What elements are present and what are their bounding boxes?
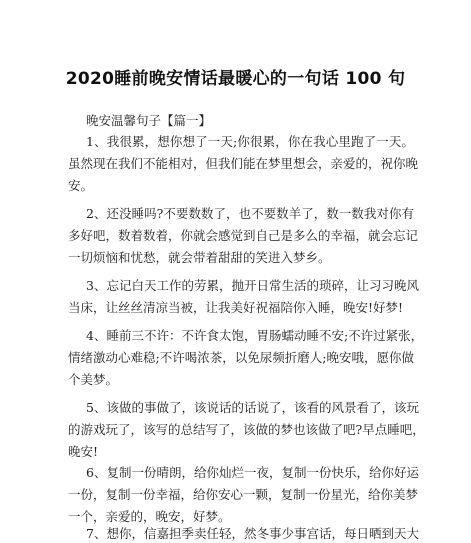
paragraph-5-line-1: 5、该做的事做了，该说话的话说了，该看的风景看了，该玩	[86, 400, 419, 415]
paragraph-4-line-1: 4、睡前三不许：不许食太饱，胃肠蠕动睡不安;不许过紧张，	[86, 328, 424, 343]
paragraph-4-line-3: 个美梦。	[68, 372, 119, 387]
paragraph-1-line-3: 安。	[68, 178, 94, 193]
paragraph-5-line-2: 的游戏玩了，该写的总结写了，该做的梦也该做了吧?早点睡吧，	[68, 422, 425, 437]
paragraph-5-line-3: 晚安!	[68, 444, 99, 459]
document-title: 2020睡前晚安情话最暖心的一句话 100 句	[65, 69, 406, 89]
paragraph-2-line-3: 一切烦恼和忧愁，就会带着甜甜的笑进入梦乡。	[68, 250, 331, 265]
paragraph-1-line-1: 1、我很累，想你想了一天;你很累，你在我心里跑了一天。	[86, 134, 414, 149]
paragraph-6-line-3: 一个，亲爱的，晚安，好梦。	[68, 509, 231, 524]
paragraph-3-line-2: 当床，让丝丝清凉当被，让我美好祝福陪你入睡，晚安!好梦!	[68, 300, 404, 315]
paragraph-6-line-2: 一份，复制一份幸福，给你安心一颗，复制一份星光，给你美梦	[68, 487, 419, 502]
paragraph-6-line-1: 6、复制一份晴朗，给你灿烂一夜，复制一份快乐，给你好运	[86, 465, 419, 480]
paragraph-7-line-1: 7、想你，信嘉担季卖任轻，然冬事少事宫话，每日晒到天大	[86, 526, 419, 541]
paragraph-2-line-2: 多好吧，数着数着，你就会感觉到自己是多么的幸福，就会忘记	[68, 228, 419, 243]
paragraph-4-line-2: 情绪激动心难稳;不许喝浓茶，以免尿频折磨人;晚安哦，愿你做	[68, 350, 414, 365]
paragraph-1-line-2: 虽然现在我们不能相对，但我们能在梦里想会，亲爱的，祝你晚	[68, 156, 419, 171]
section-heading: 晚安温馨句子【篇一】	[86, 113, 212, 128]
paragraph-2-line-1: 2、还没睡吗?不要数数了，也不要数羊了，数一数我对你有	[86, 206, 414, 221]
paragraph-3-line-1: 3、忘记白天工作的劳累，抛开日常生活的琐碎，让习习晚风	[86, 278, 419, 293]
